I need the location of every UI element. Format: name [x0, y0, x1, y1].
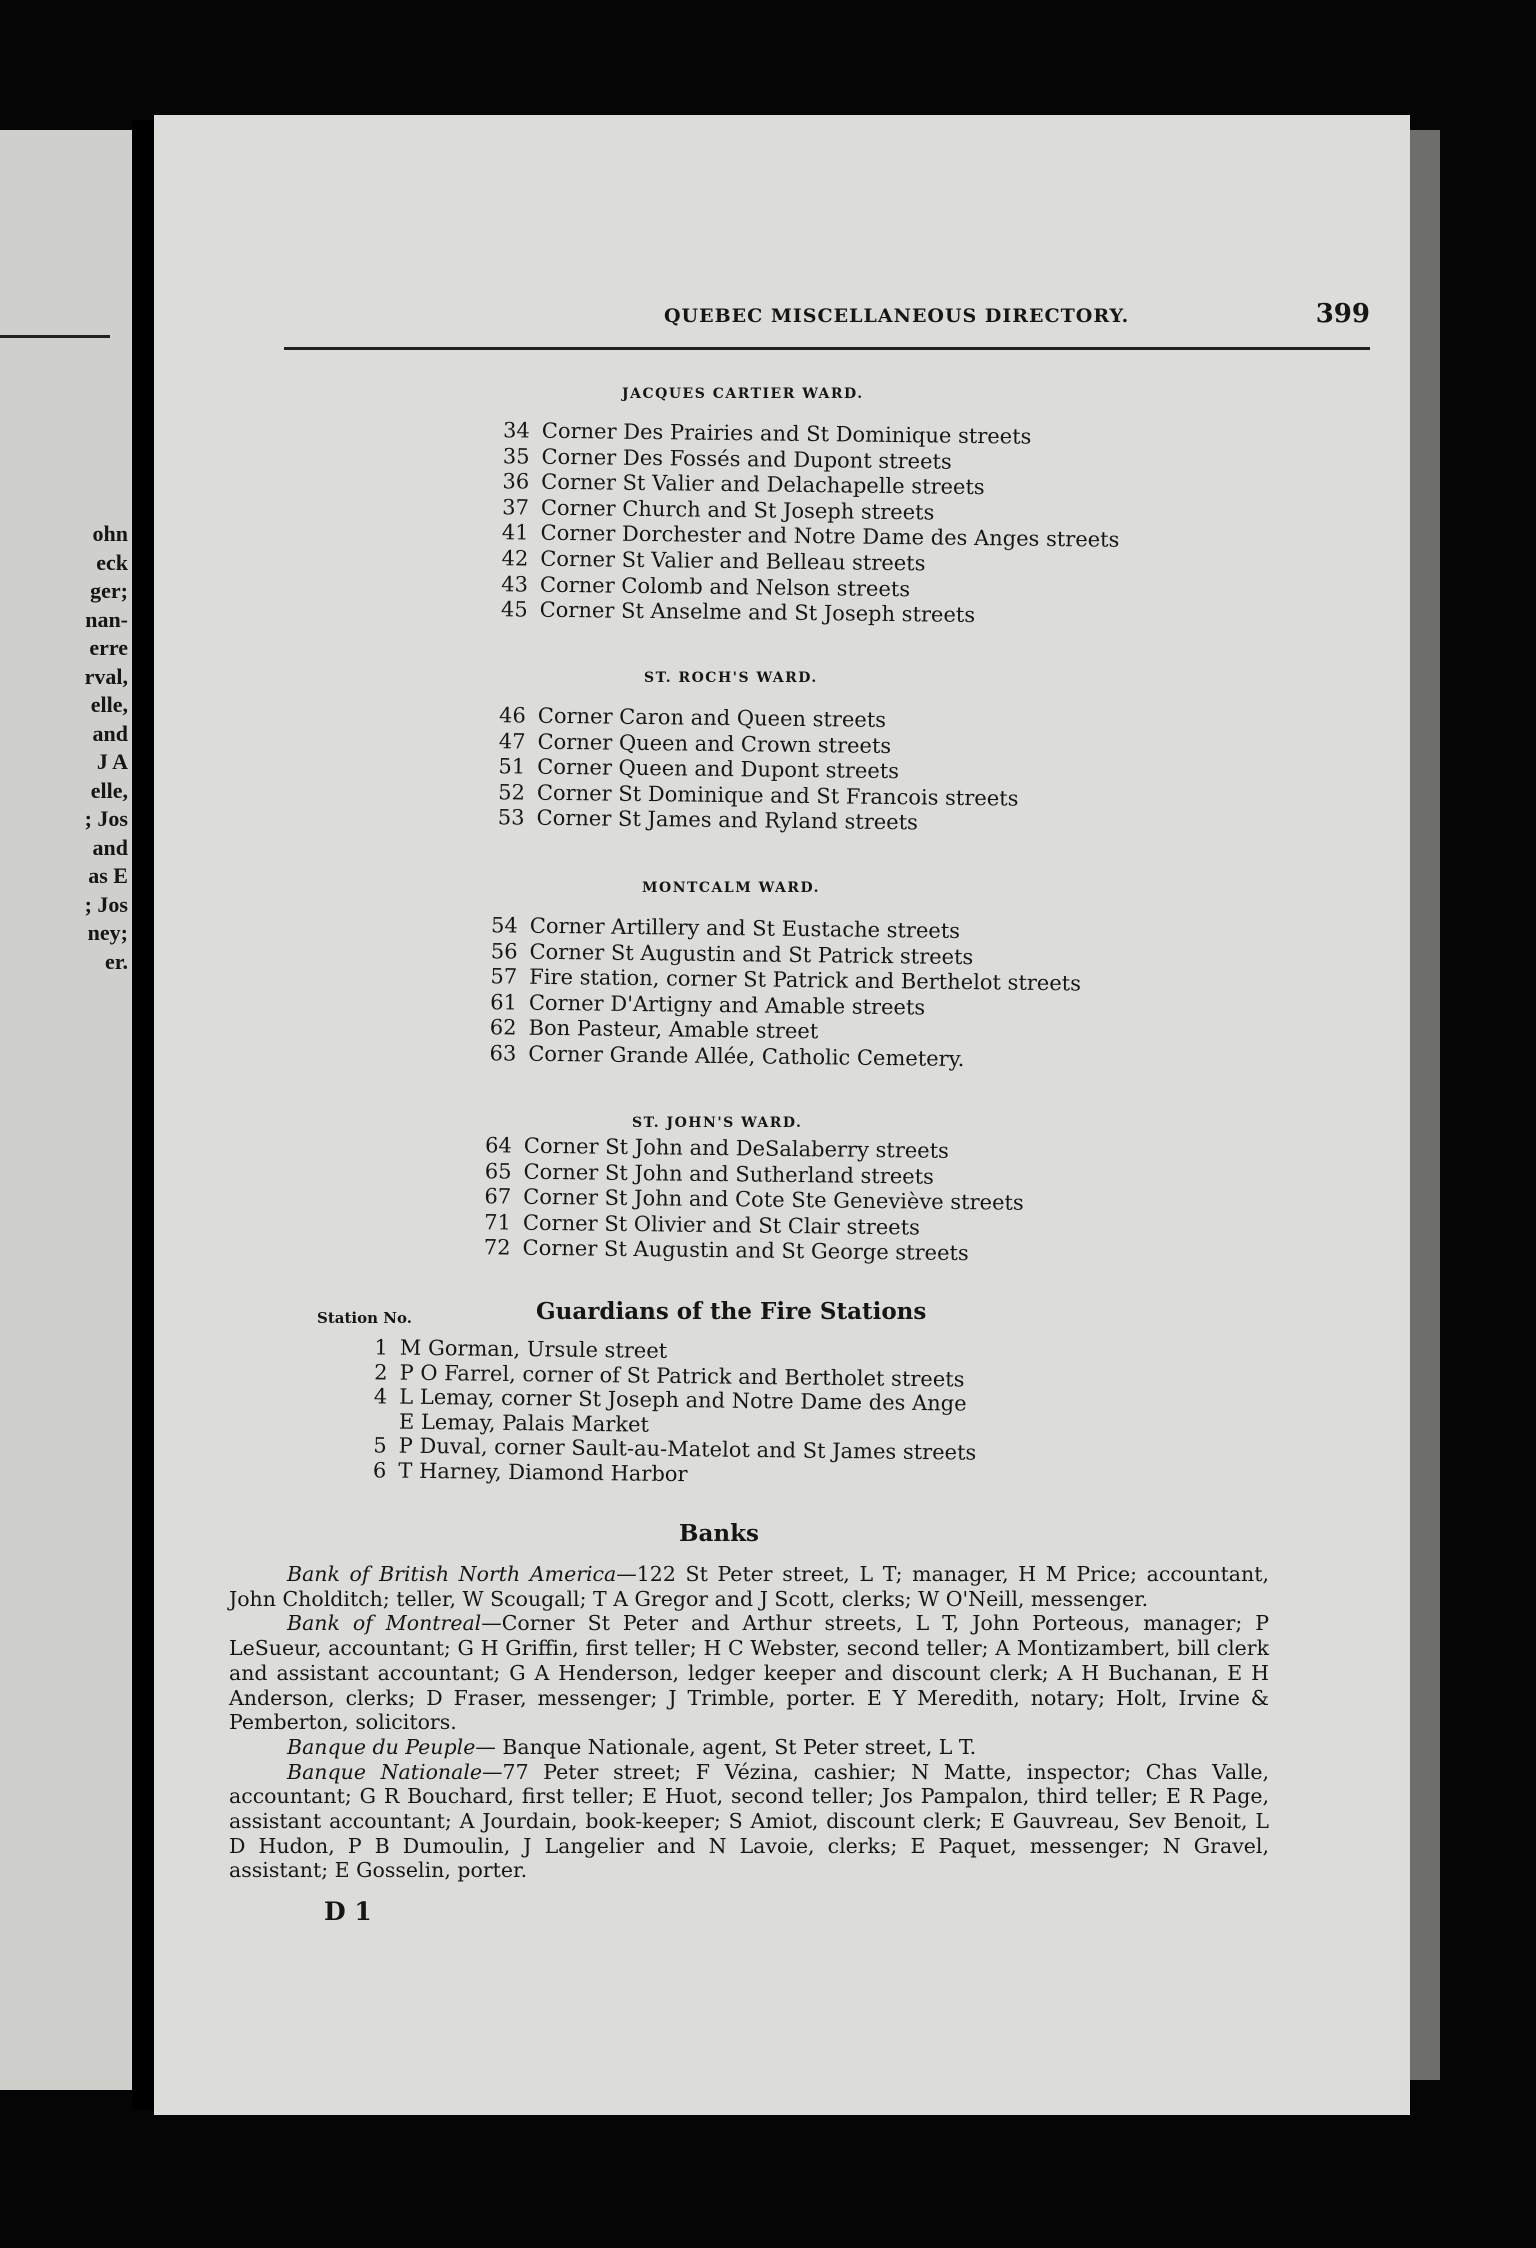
banks-heading: Banks	[679, 1520, 759, 1547]
station-location: Corner St John and DeSalaberry streets	[523, 1133, 950, 1163]
station-location: Corner St Anselme and St Joseph streets	[539, 597, 976, 628]
station-location: Corner Grande Allée, Catholic Cemetery.	[528, 1041, 965, 1071]
station-number: 2	[374, 1359, 388, 1384]
running-header	[284, 299, 1370, 345]
signature-mark: D 1	[324, 1897, 372, 1926]
guardian-detail: T Harney, Diamond Harbor	[398, 1458, 688, 1486]
station-location: Corner Des Fossés and Dupont streets	[541, 444, 952, 474]
station-location: Corner Dorchester and Notre Dame des Anges streets	[540, 521, 1120, 553]
list-item	[464, 1235, 1023, 1267]
left-page-rule	[0, 335, 110, 338]
station-location: Corner St Augustin and St George streets	[522, 1236, 969, 1266]
left-line: and	[92, 720, 128, 746]
left-line: erre	[89, 635, 128, 660]
ward-entry-list	[478, 703, 1019, 838]
guardian-detail: P O Farrel, corner of St Patrick and Bertholet streets	[399, 1360, 965, 1392]
left-line: nan-	[85, 606, 128, 632]
station-number: 46	[498, 703, 526, 728]
station-location: Corner Queen and Dupont streets	[537, 754, 900, 784]
ward-heading: JACQUES CARTIER WARD.	[622, 386, 864, 402]
station-number: 36	[502, 469, 530, 494]
station-number: 4	[373, 1384, 388, 1409]
station-number: 51	[498, 754, 526, 779]
station-number: 54	[490, 913, 518, 938]
guardians-heading: Guardians of the Fire Stations	[536, 1298, 927, 1325]
left-line: elle,	[90, 777, 128, 803]
station-number: 61	[490, 990, 518, 1015]
station-location: Corner St Augustin and St Patrick streets	[529, 939, 974, 969]
ward-heading: ST. ROCH'S WARD.	[644, 670, 818, 686]
ward-heading: ST. JOHN'S WARD.	[632, 1115, 803, 1131]
page-edge-shadow	[1410, 130, 1440, 2080]
station-number	[347, 1408, 387, 1433]
left-page-fragment	[0, 130, 132, 2090]
station-location: Corner St John and Sutherland streets	[523, 1159, 935, 1189]
guardian-detail: L Lemay, corner St Joseph and Notre Dame des Ange	[399, 1384, 967, 1416]
bank-details: —77 Peter street; F Vézina, cashier; N Matte, inspector; Chas Valle, accountant; G R Bouchard, first teller; E Huot, second teller; Jos Pampalon, third teller; E R Page, assistant accountant; A Jourdain, book-keeper; S Amiot, discount clerk; E Gauvreau, Sev Benoit, L D Hudon, P B Dumoulin, J Langelier and N Lavoie, clerks; E Paquet, messenger; N Gravel, assistant; E Gosselin, porter.	[229, 1759, 1269, 1883]
bank-details: —122 St Peter street, L T; manager, H M Price; accountant, John Cholditch; teller, W Scougall; T A Gregor and J Scott, clerks; W O'Neill, messenger.	[229, 1562, 1269, 1611]
left-line: er.	[104, 948, 128, 974]
left-line: and	[92, 834, 128, 860]
left-line: J A	[96, 749, 128, 774]
station-number: 43	[501, 571, 529, 597]
station-location: Fire station, corner St Patrick and Berthelot streets	[529, 964, 1082, 996]
station-location: Corner St Valier and Delachapelle streets	[541, 469, 985, 500]
station-location: Corner St Valier and Belleau streets	[540, 546, 926, 576]
ward-heading: MONTCALM WARD.	[642, 880, 820, 896]
left-line: ; Jos	[84, 806, 128, 831]
station-number: 62	[489, 1015, 517, 1040]
station-number: 34	[502, 418, 530, 443]
station-number: 45	[500, 597, 528, 622]
station-location: Corner St James and Ryland streets	[536, 806, 919, 835]
bank-name: Bank of British North America	[287, 1562, 617, 1586]
station-number: 6	[372, 1457, 387, 1482]
station-number: 67	[484, 1184, 512, 1209]
directory-page	[154, 115, 1410, 2115]
banks-list	[229, 1562, 1269, 1883]
station-location: Corner St Olivier and St Clair streets	[522, 1210, 921, 1240]
station-number: 41	[501, 520, 529, 545]
station-location: Corner Des Prairies and St Dominique streets	[541, 418, 1032, 449]
left-page-text	[0, 520, 128, 976]
station-number: 57	[490, 964, 518, 989]
ward-entry-list	[464, 1133, 1024, 1268]
station-location: Corner Church and St Joseph streets	[540, 495, 935, 525]
left-line: as E	[88, 863, 128, 888]
guardian-detail: M Gorman, Ursule street	[399, 1335, 668, 1363]
bank-entry	[229, 1760, 1269, 1884]
station-location: Corner Caron and Queen streets	[537, 703, 887, 732]
header-title: QUEBEC MISCELLANEOUS DIRECTORY.	[664, 305, 1130, 327]
bank-name: Banque du Peuple	[287, 1734, 476, 1759]
bank-details: — Banque Nationale, agent, St Peter street, L T.	[475, 1734, 977, 1759]
bank-name: Banque Nationale	[287, 1759, 483, 1784]
page-number: 399	[1315, 299, 1370, 329]
station-number: 71	[484, 1210, 512, 1235]
station-number: 37	[502, 495, 530, 520]
left-line: ohn	[92, 521, 128, 546]
left-line: rval,	[84, 663, 128, 689]
bank-entry	[229, 1735, 1269, 1760]
left-line: eck	[96, 549, 128, 575]
station-number: 65	[484, 1158, 512, 1184]
station-no-label: Station No.	[317, 1309, 412, 1327]
left-line: ger;	[90, 578, 128, 603]
ward-entry-list	[470, 913, 1082, 1074]
station-location: Corner Artillery and St Eustache streets	[529, 913, 961, 943]
bank-name: Bank of Montreal	[287, 1611, 482, 1636]
station-number: 64	[484, 1133, 512, 1158]
station-number: 47	[498, 728, 526, 754]
station-number: 72	[483, 1235, 511, 1260]
station-location: Corner Queen and Crown streets	[537, 729, 892, 758]
station-location: Bon Pasteur, Amable street	[528, 1016, 819, 1044]
bank-details: —Corner St Peter and Arthur streets, L T, John Porteous, manager; P LeSueur, accountant; G H Griffin, first teller; H C Webster, second teller; A Montizambert, bill clerk and assistant accountant; G A Henderson, ledger keeper and discount clerk; A H Buchanan, E H Anderson, clerks; D Fraser, messenger; J Trimble, porter. E Y Meredith, notary; Holt, Irvine & Pemberton, solicitors.	[229, 1611, 1269, 1735]
left-line: elle,	[90, 692, 128, 717]
header-rule	[284, 347, 1370, 350]
station-number: 42	[501, 546, 529, 571]
ward-entry-list	[481, 418, 1120, 631]
station-number: 52	[498, 780, 526, 805]
station-number: 35	[502, 443, 530, 469]
station-number: 1	[374, 1335, 388, 1360]
station-number: 53	[497, 805, 525, 830]
bank-entry	[229, 1611, 1269, 1735]
book-gutter	[132, 120, 154, 2110]
station-number: 56	[490, 938, 518, 964]
left-line: ney;	[87, 920, 128, 945]
station-number: 5	[373, 1433, 387, 1458]
guardian-list	[346, 1335, 977, 1490]
guardian-detail: E Lemay, Palais Market	[398, 1409, 650, 1437]
station-number: 63	[489, 1041, 517, 1066]
station-location: Corner D'Artigny and Amable streets	[528, 990, 926, 1020]
station-location: Corner Colomb and Nelson streets	[539, 572, 911, 601]
left-line: ; Jos	[84, 891, 128, 917]
bank-entry	[229, 1562, 1269, 1611]
station-location: Corner St Dominique and St Francois streets	[536, 780, 1019, 811]
station-location: Corner St John and Cote Ste Geneviève streets	[523, 1184, 1024, 1216]
guardian-detail: P Duval, corner Sault-au-Matelot and St James streets	[398, 1433, 977, 1465]
